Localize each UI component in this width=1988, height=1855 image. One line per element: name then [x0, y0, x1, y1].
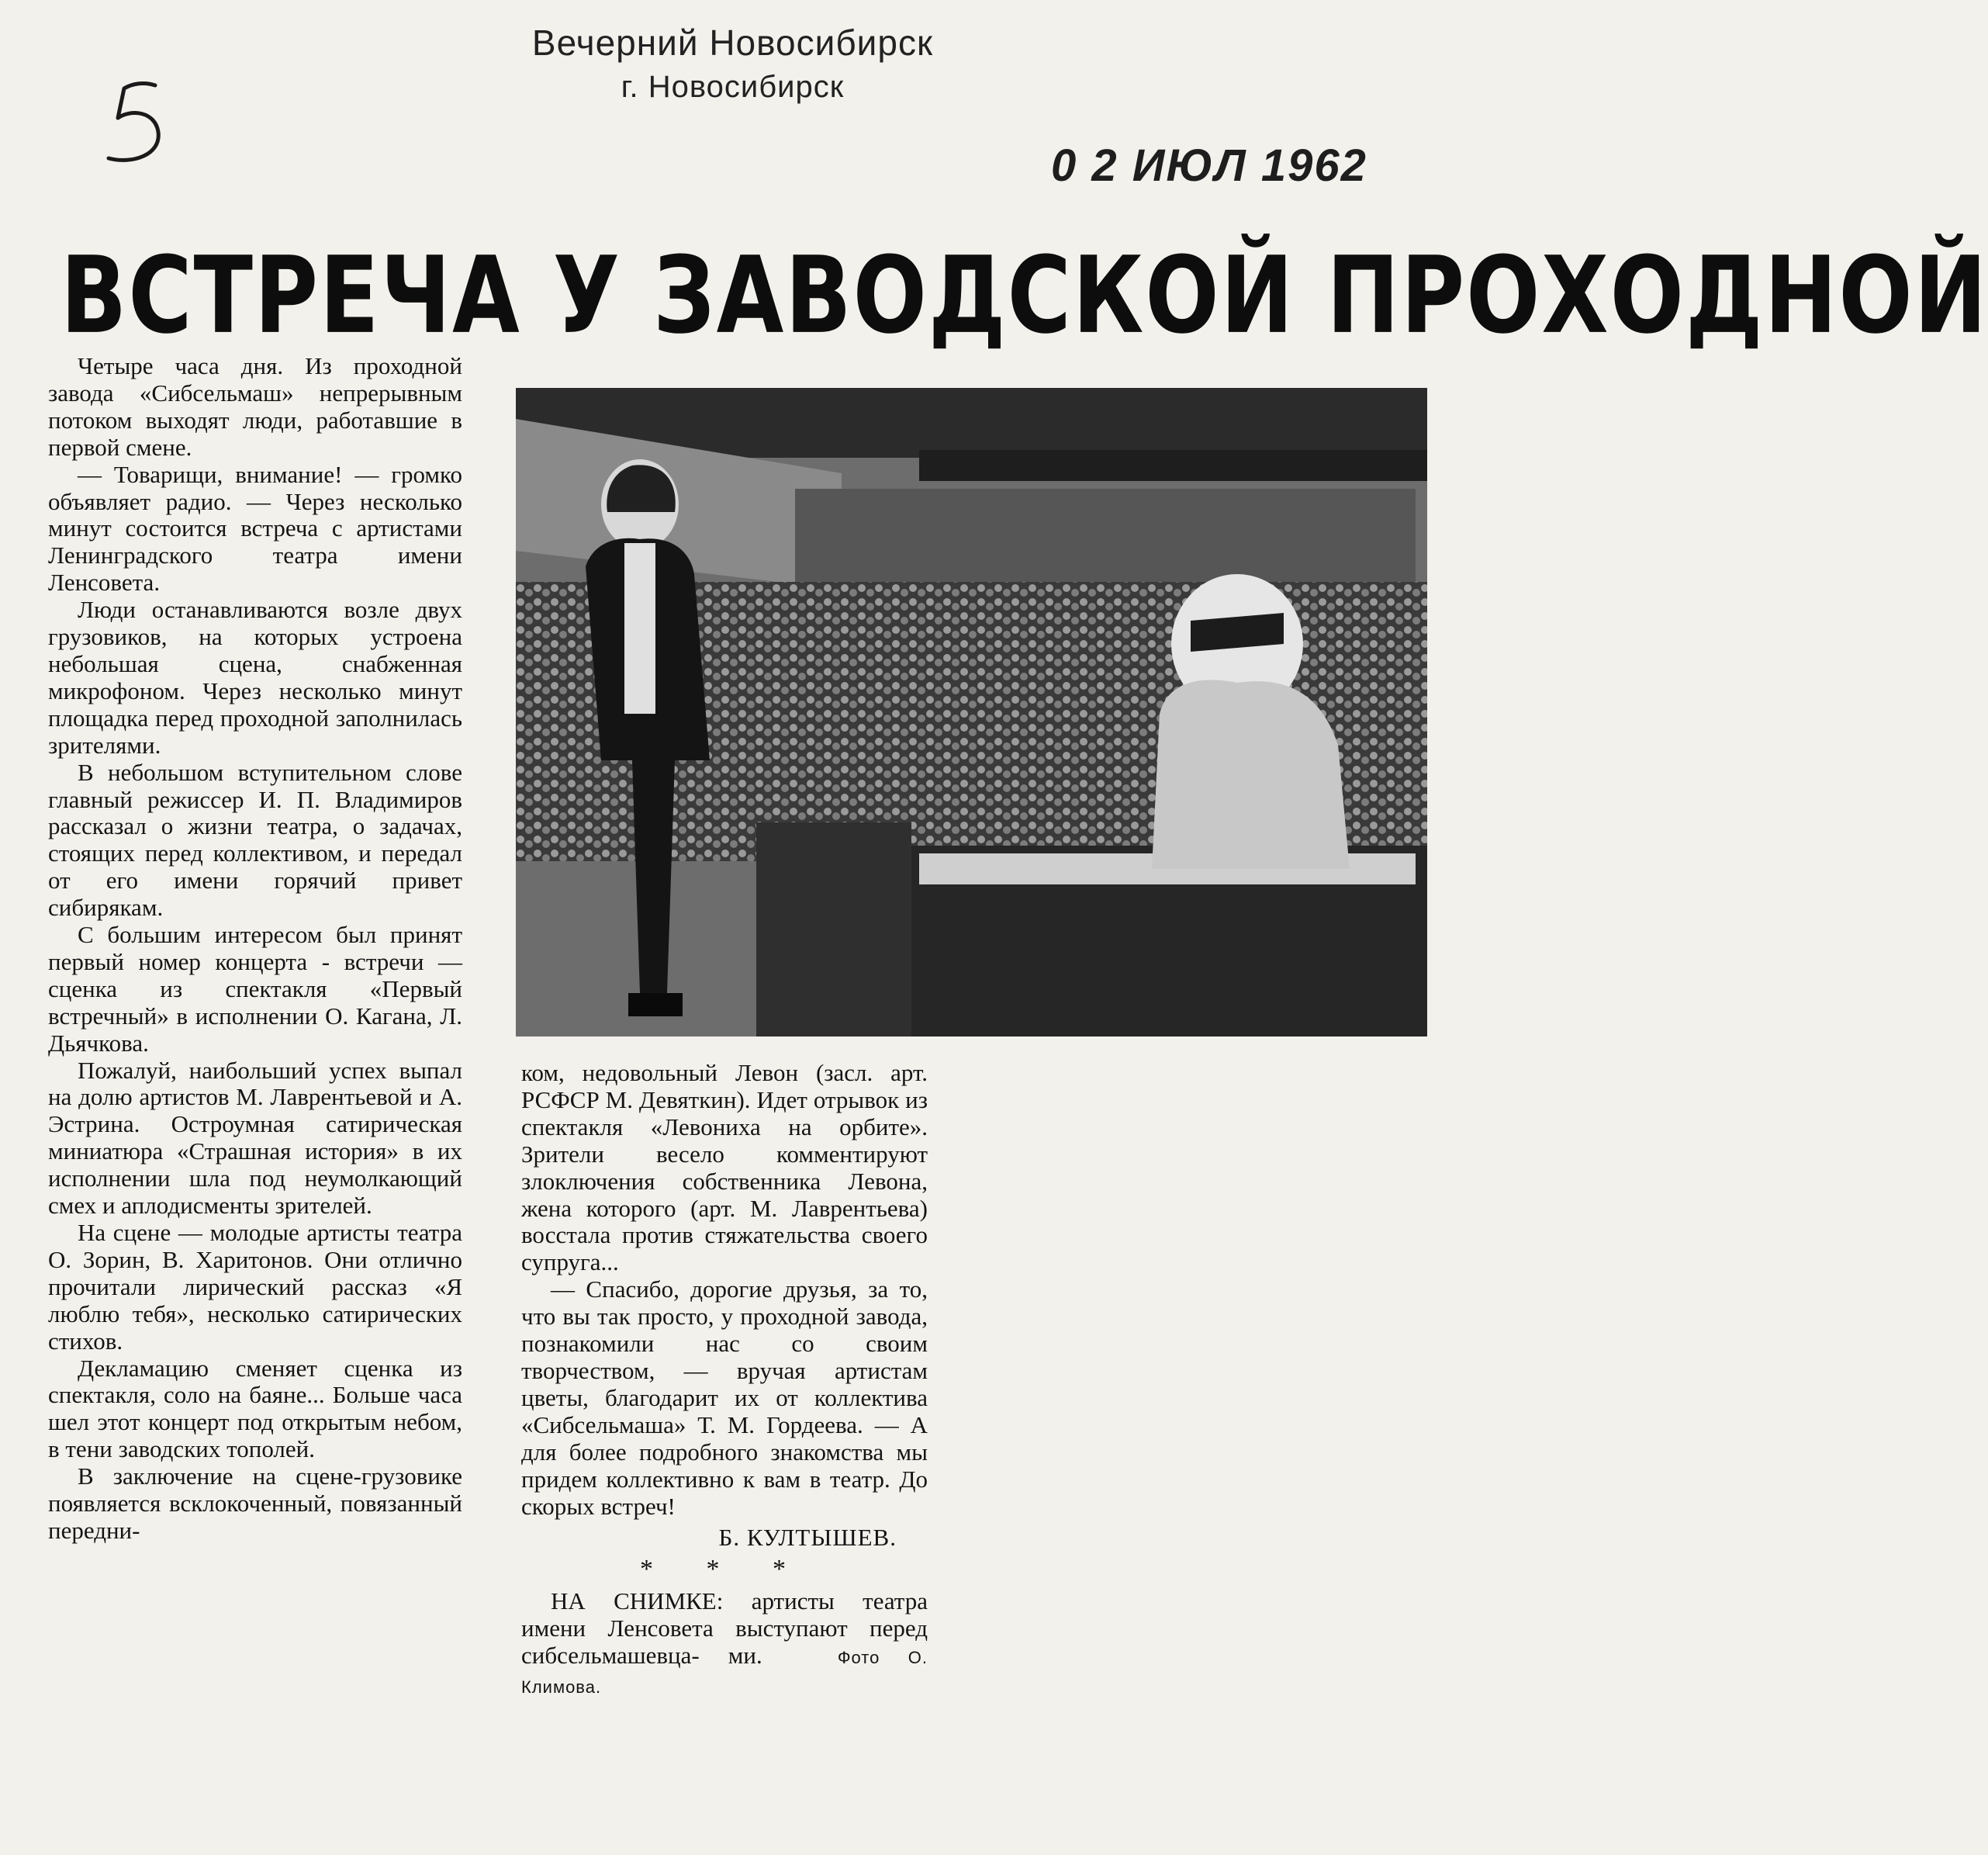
handwritten-mark [101, 78, 194, 186]
paragraph: С большим интересом был принят первый номер концерта - встречи — сценка из спектакля «Первый встречный» в исполнении О. Кагана, Л. Дьячкова. [48, 921, 462, 1057]
caption-lead: НА СНИМКЕ: [551, 1587, 724, 1615]
paragraph: Люди останавливаются возле двух грузовиков, на которых устроена небольшая сцена, снабженная микрофоном. Через несколько минут площадка перед проходной заполнилась зрителями. [48, 596, 462, 759]
paragraph: — Товарищи, внимание! — громко объявляет радио. — Через несколько минут состоится встреча с артистами Ленинградского театра имени Ленсовета. [48, 460, 462, 597]
caption-tail: ми. [728, 1642, 762, 1670]
paragraph: Декламацию сменяет сценка из спектакля, соло на баяне... Больше часа шел этот концерт под открытым небом, в тени заводских тополей. [48, 1354, 462, 1463]
paragraph: В заключение на сцене-грузовике появляется всклокоченный, повязанный передни- [48, 1462, 462, 1544]
news-photo [516, 388, 1427, 1037]
byline: Б. КУЛТЫШЕВ. [718, 1524, 897, 1552]
headline: ВСТРЕЧА У ЗАВОДСКОЙ ПРОХОДНОЙ [61, 234, 1988, 358]
caption-text: артисты театра имени Ленсовета выступают перед сибсельмашевца- [521, 1587, 928, 1670]
photo-caption [521, 1588, 928, 1701]
section-separator: * * * [640, 1555, 809, 1584]
paragraph: На сцене — молодые артисты театра О. Зорин, В. Харитонов. Они отлично прочитали лирический рассказ «Я люблю тебя», несколько сатирических стихов. [48, 1219, 462, 1355]
newspaper-name-stamp: Вечерний Новосибирск [531, 22, 934, 63]
city-stamp: г. Новосибирск [621, 70, 845, 104]
paragraph: Пожалуй, наибольший успех выпал на долю артистов М. Лаврентьевой и А. Эстрина. Остроумная сатирическая миниатюра «Страшная история» в их исполнении шла под неумолкающий смех и аплодисменты зрителей. [48, 1056, 462, 1220]
date-stamp: 0 2 ИЮЛ 1962 [1051, 140, 1367, 191]
paragraph: В небольшом вступительном слове главный режиссер И. П. Владимиров рассказал о жизни театра, о задачах, стоящих перед коллективом, и передал от его имени горячий привет сибирякам. [48, 758, 462, 922]
article-column-left [48, 353, 462, 1545]
article-column-right [521, 1060, 928, 1701]
paragraph: ком, недовольный Левон (засл. арт. РСФСР М. Девяткин). Идет отрывок из спектакля «Левониха на орбите». Зрители весело комментируют злоключения собственника Левона, жена которого (арт. М. Лаврентьева) восстала против стяжательства своего супруга... [521, 1059, 928, 1276]
paragraph: — Спасибо, дорогие друзья, за то, что вы так просто, у проходной завода, познакомили нас со своим творчеством, — вручая артистам цветы, благодарит их от коллектива «Сибсельмаша» Т. М. Гордеева. — А для более подробного знакомства мы придем коллективно к вам в театр. До скорых встреч! [521, 1275, 928, 1520]
photo-credit: Фото О. Климова. [521, 1648, 928, 1697]
paragraph: Четыре часа дня. Из проходной завода «Сибсельмаш» непрерывным потоком выходят люди, работавшие в первой смене. [48, 352, 462, 461]
